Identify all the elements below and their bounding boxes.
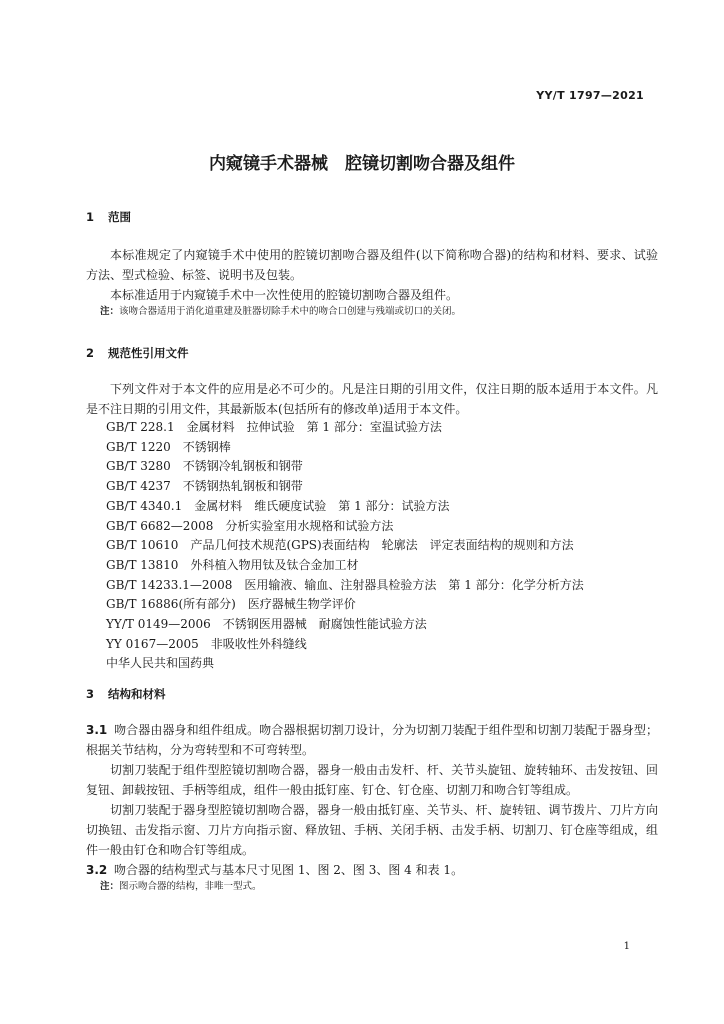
clause-text: 吻合器的结构型式与基本尺寸见图 1、图 2、图 3、图 4 和表 1。 <box>114 863 464 877</box>
reference-item: GB/T 1220 不锈钢棒 <box>106 439 231 454</box>
section-number: 2 <box>86 346 95 360</box>
section-number: 1 <box>86 210 95 224</box>
reference-item: YY/T 0149—2006 不锈钢医用器械 耐腐蚀性能试验方法 <box>106 617 427 632</box>
clause-3-1-paragraph-1 <box>86 720 658 760</box>
reference-item: GB/T 16886(所有部分) 医疗器械生物学评价 <box>106 597 356 612</box>
section-1-note <box>86 304 672 320</box>
section-2-intro: 下列文件对于本文件的应用是必不可少的。凡是注日期的引用文件，仅注日期的版本适用于本文件。凡是不注日期的引用文件，其最新版本(包括所有的修改单)适用于本文件。 <box>86 382 658 416</box>
reference-item: GB/T 228.1 金属材料 拉伸试验 第 1 部分：室温试验方法 <box>106 420 442 434</box>
reference-item: GB/T 4237 不锈钢热轧钢板和钢带 <box>106 479 303 494</box>
section-3-note <box>86 879 672 895</box>
document-title: 内窥镜手术器械 腔镜切割吻合器及组件 <box>209 154 515 174</box>
section-1-paragraph-2: 本标准适用于内窥镜手术中一次性使用的腔镜切割吻合器及组件。 <box>110 288 459 302</box>
page-number: 1 <box>623 941 630 952</box>
note-text: 该吻合器适用于消化道重建及脏器切除手术中的吻合口创建与残端或切口的关闭。 <box>119 306 462 317</box>
clause-3-2 <box>86 860 658 880</box>
section-1-heading <box>86 209 658 225</box>
reference-item: GB/T 4340.1 金属材料 维氏硬度试验 第 1 部分：试验方法 <box>106 498 450 513</box>
section-3-heading <box>86 686 658 702</box>
reference-item: GB/T 3280 不锈钢冷轧钢板和钢带 <box>106 459 303 474</box>
reference-item: GB/T 14233.1—2008 医用输液、输血、注射器具检验方法 第 1 部分：化学分析方法 <box>106 577 584 592</box>
reference-item: 中华人民共和国药典 <box>106 656 215 671</box>
section-title: 范围 <box>108 210 131 224</box>
clause-number: 3.1 <box>86 723 108 737</box>
clause-3-1-paragraph-2: 切割刀装配于组件型腔镜切割吻合器，器身一般由击发杆、杆、关节头旋钮、旋转轴环、击发按钮、回复钮、卸载按钮、手柄等组成，组件一般由抵钉座、钉仓、钉仓座、切割刀和吻合钉等组成。 <box>86 763 658 797</box>
section-2-heading <box>86 345 658 361</box>
note-label: 注： <box>100 881 120 892</box>
section-title: 规范性引用文件 <box>108 346 189 360</box>
clause-text: 吻合器由器身和组件组成。吻合器根据切割刀设计，分为切割刀装配于组件型和切割刀装配于器身型；根据关节结构，分为弯转型和不可弯转型。 <box>86 723 658 757</box>
section-title: 结构和材料 <box>108 687 166 701</box>
reference-item: GB/T 6682—2008 分析实验室用水规格和试验方法 <box>106 518 394 533</box>
reference-item: GB/T 10610 产品几何技术规范(GPS)表面结构 轮廓法 评定表面结构的规则和方法 <box>106 538 574 553</box>
clause-number: 3.2 <box>86 863 108 877</box>
section-1-paragraph-1: 本标准规定了内窥镜手术中使用的腔镜切割吻合器及组件(以下简称吻合器)的结构和材料、要求、试验方法、型式检验、标签、说明书及包装。 <box>86 248 658 282</box>
note-text: 图示吻合器的结构，非唯一型式。 <box>119 881 262 892</box>
note-label: 注： <box>100 306 120 317</box>
clause-3-1-paragraph-3: 切割刀装配于器身型腔镜切割吻合器，器身一般由抵钉座、关节头、杆、旋转钮、调节拨片、刀片方向切换钮、击发指示窗、刀片方向指示窗、释放钮、手柄、关闭手柄、击发手柄、切割刀、钉仓座等组成，组件一般由钉仓和吻合钉等组成。 <box>86 803 658 857</box>
reference-item: GB/T 13810 外科植入物用钛及钛合金加工材 <box>106 557 359 572</box>
section-number: 3 <box>86 687 95 701</box>
reference-item: YY 0167—2005 非吸收性外科缝线 <box>106 636 307 651</box>
standard-code: YY/T 1797—2021 <box>536 89 644 102</box>
reference-list <box>86 418 678 674</box>
